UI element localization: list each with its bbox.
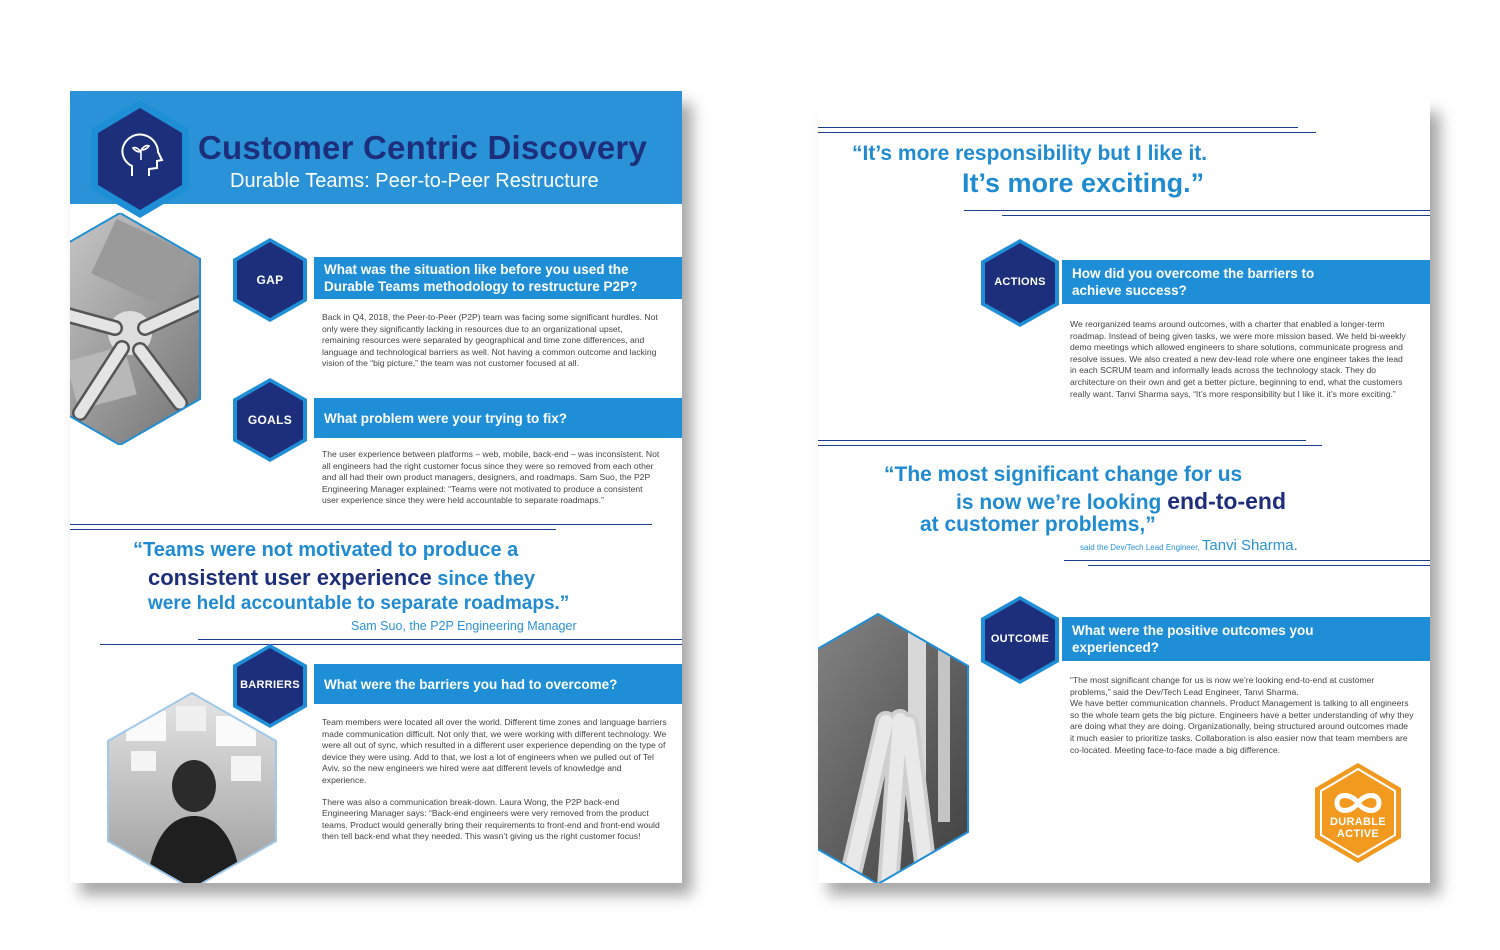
gap-hex-badge — [232, 237, 308, 323]
top-quote-line1: “It’s more responsibility but I like it. — [852, 142, 1208, 165]
left-quote-attribution: Sam Suo, the P2P Engineering Manager — [351, 619, 577, 633]
mid-quote-rule-1 — [818, 440, 1306, 441]
mid-quote-attribution-prefix: said the Dev/Tech Lead Engineer, — [1080, 543, 1202, 552]
barriers-body: Team members were located all over the world. Different time zones and language barriers made communication difficult. Not only that, we were working with different technology. We were all out of sync, which resulted in a different user experience depending on the type of device they were using. Add to that, we lost a lot of engineers when we pulled out of Tel Aviv, so the new engineers we hired were aat different levels of knowledge and experience. There was also a communication break-down. Laura Wong, the P2P back-end Engineering Manager says: “Back-end engineers were very removed from the product teams. Product would generally bring their requirements to front-end and front-end would then tell back-end what they needed. This wasn’t giving us the right customer focus! — [322, 717, 667, 842]
left-quote-line1: “Teams were not motivated to produce a — [133, 539, 519, 561]
goals-tag: GOALS — [247, 413, 293, 427]
gap-question-band — [314, 257, 682, 299]
head-logo-icon — [88, 98, 192, 220]
mid-quote-attribution — [1080, 537, 1298, 554]
top-quote-line2: It’s more exciting.” — [962, 168, 1205, 198]
outcome-hex-badge — [980, 595, 1060, 685]
gap-body: Back in Q4, 2018, the Peer-to-Peer (P2P) team was facing some significant hurdles. Not only were they significantly lacking in resources due to an organizational upset, remaining resources were separated by geographical and time zone differences, and language and technological barriers as well. Not having a common outcome and lacking vision of the “big picture,” the team was not customer focused at all. — [322, 312, 658, 369]
outcome-question-band — [1062, 617, 1430, 661]
right-page — [818, 100, 1430, 883]
actions-hex-badge — [980, 238, 1060, 328]
barriers-question-band — [314, 664, 682, 704]
quote-rule-bottom-2 — [100, 644, 682, 645]
left-quote-emphasis: consistent user experience — [148, 565, 432, 590]
mid-quote-emphasis: end-to-end — [1167, 488, 1287, 514]
top-quote-rule-4 — [1002, 215, 1430, 216]
durable-active-badge — [1313, 761, 1403, 865]
left-quote-line2-rest: since they — [431, 568, 536, 590]
outcome-tag: OUTCOME — [990, 633, 1050, 645]
barriers-question: What were the barriers you had to overcome? — [324, 676, 618, 692]
actions-question: How did you overcome the barriers to achieve success? — [1072, 266, 1315, 298]
mid-quote-line1: “The most significant change for us — [884, 463, 1243, 486]
top-quote-rule-3 — [964, 210, 1430, 211]
mid-quote-line2 — [956, 488, 1286, 515]
page-subtitle: Durable Teams: Peer-to-Peer Restructure — [230, 170, 599, 192]
goals-hex-badge — [232, 377, 308, 463]
left-page — [70, 91, 682, 883]
actions-question-band — [1062, 260, 1430, 304]
badge-line1: DURABLE — [1330, 816, 1386, 828]
planning-wall-photo — [106, 691, 278, 883]
gap-question: What was the situation like before you used the Durable Teams methodology to restructure P2P? — [324, 262, 638, 294]
mid-quote-rule-3 — [1064, 560, 1430, 561]
barriers-tag: BARRIERS — [240, 679, 300, 691]
high-five-photo — [818, 612, 970, 883]
top-quote-rule-1 — [818, 127, 1298, 128]
left-quote-line3: were held accountable to separate roadmaps.” — [148, 593, 570, 614]
actions-tag: ACTIONS — [994, 276, 1046, 288]
goals-question: What problem were your trying to fix? — [324, 410, 568, 426]
top-quote-rule-2 — [818, 132, 1316, 133]
quote-rule-bottom-1 — [198, 639, 682, 640]
page-title: Customer Centric Discovery — [198, 129, 648, 166]
quote-rule-top-2 — [70, 529, 556, 530]
outcome-question: What were the positive outcomes you experienced? — [1072, 623, 1314, 655]
mid-quote-attribution-name: Tanvi Sharma. — [1201, 537, 1298, 554]
badge-line2: ACTIVE — [1336, 828, 1380, 840]
mid-quote-line3: at customer problems,” — [920, 513, 1156, 536]
mid-quote-line2-start: is now we’re looking — [956, 491, 1168, 514]
mid-quote-rule-4 — [1088, 565, 1430, 566]
goals-body: The user experience between platforms – web, mobile, back-end – was inconsistent. Not all engineers had the right customer focus since they were so removed from each other and all had their own product managers, designers, and roadmaps. Sam Suo, the P2P Engineering Manager explained: “Teams were not motivated to produce a consistent user experience since they were held accountable to separate roadmaps.” — [322, 449, 660, 506]
left-quote-line2 — [148, 565, 535, 591]
quote-rule-top-1 — [70, 524, 652, 525]
goals-question-band — [314, 398, 682, 438]
outcome-body: “The most significant change for us is now we’re looking end-to-end at customer problems,” said the Dev/Tech Lead Engineer, Tanvi Sharma. We have better communication channels. Product Management is talking to all engineers so the whole team gets the big picture. Engineers have a better understanding of why they are doing what they are doing. Organizationally, being structured around outcomes made it much easier to prioritize tasks. Collaboration is also easier now that team members are co-located. Meeting face-to-face made a big difference. — [1070, 675, 1414, 755]
mid-quote-rule-2 — [818, 445, 1322, 446]
actions-body: We reorganized teams around outcomes, with a charter that enabled a longer-term roadmap. Instead of being given tasks, we were more mission based. We held bi-weekly demo meetings which allowed engineers to share solutions, communicate progress and resolve issues. We also created a new dev-lead role where one engineer takes the lead in each SCRUM team and informally leads across the technology stack. They do architecture on their own and get a better picture, beginning to end, what the customers really want. Tanvi Sharma says, “It’s more responsibility but I like it. it’s more exciting.” — [1070, 319, 1406, 399]
team-hands-photo — [70, 213, 212, 445]
gap-tag: GAP — [256, 273, 284, 287]
